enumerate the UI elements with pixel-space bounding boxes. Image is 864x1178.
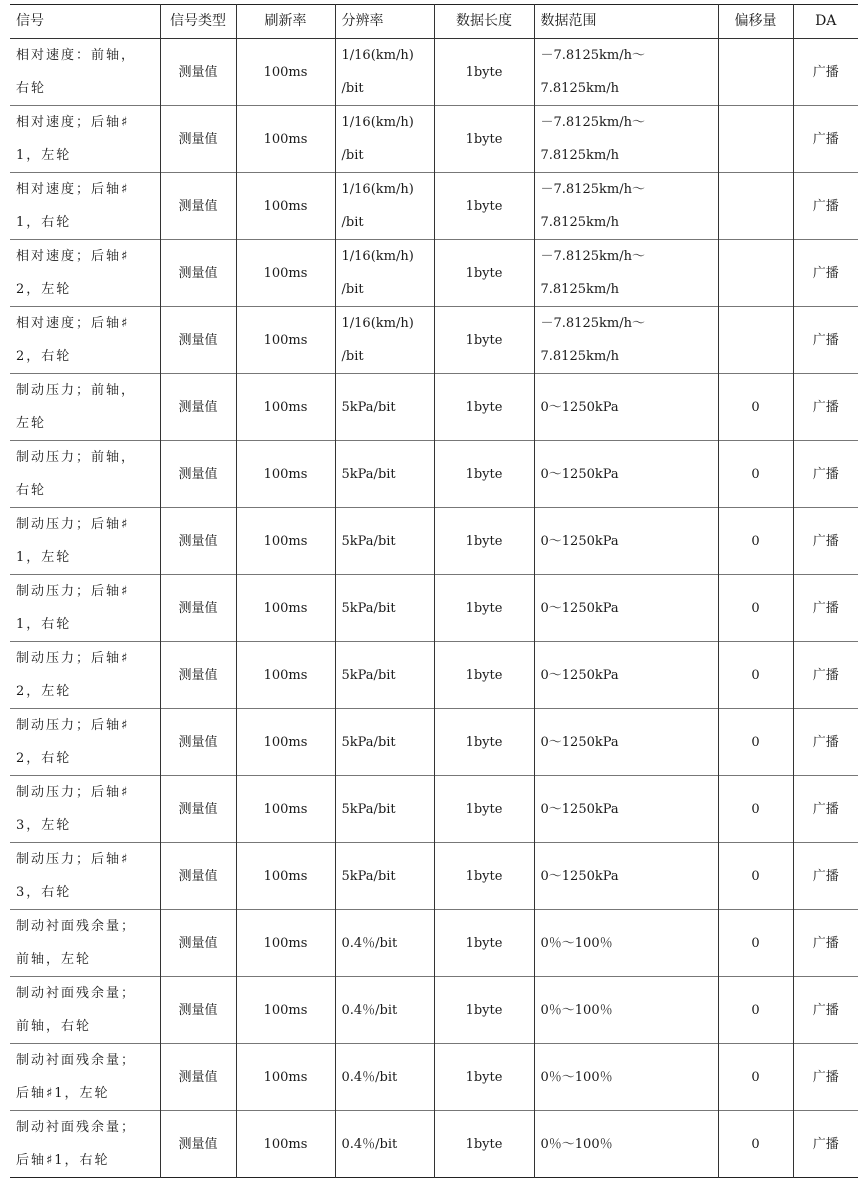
- header-resolution: 分辨率: [335, 5, 434, 39]
- cell-signal-line: 制动衬面残余量；: [16, 1120, 137, 1135]
- cell-signal-type: 测量值: [160, 843, 236, 910]
- table-row: [10, 374, 858, 441]
- cell-resolution: [335, 240, 434, 307]
- cell-signal-line: 前轴，右轮: [16, 1019, 92, 1034]
- cell-signal-line: 制动压力；前轴，: [16, 383, 137, 398]
- cell-offset: [718, 240, 793, 307]
- cell-signal-line: 相对速度；后轴♯: [16, 115, 130, 130]
- cell-resolution-line: /bit: [341, 81, 364, 96]
- cell-signal-line: 后轴♯1，右轮: [16, 1153, 110, 1168]
- header-row: [10, 5, 858, 39]
- cell-signal-line: 制动压力；后轴♯: [16, 584, 130, 599]
- cell-signal-line: 2，右轮: [16, 349, 72, 364]
- cell-resolution-line: 1/16(km/h): [341, 316, 414, 331]
- cell-resolution-line: 5kPa/bit: [341, 466, 396, 482]
- cell-data-range-line: 0～1250kPa: [540, 801, 619, 817]
- cell-data-length: 1byte: [434, 843, 534, 910]
- cell-data-range: [534, 173, 718, 240]
- cell-da: 广播: [793, 39, 858, 106]
- cell-signal-type: 测量值: [160, 508, 236, 575]
- cell-da: 广播: [793, 910, 858, 977]
- cell-data-range: [534, 977, 718, 1044]
- cell-resolution: [335, 106, 434, 173]
- header-signal-type: 信号类型: [160, 5, 236, 39]
- cell-signal-line: 前轴，左轮: [16, 952, 92, 967]
- cell-resolution-line: /bit: [341, 215, 364, 230]
- cell-data-length: 1byte: [434, 374, 534, 441]
- cell-resolution: [335, 1044, 434, 1111]
- cell-da: 广播: [793, 843, 858, 910]
- table-row: [10, 1044, 858, 1111]
- cell-data-range: [534, 575, 718, 642]
- cell-data-range: [534, 39, 718, 106]
- cell-resolution-line: 0.4％/bit: [341, 1069, 398, 1085]
- cell-signal-line: 左轮: [16, 416, 47, 431]
- cell-signal-type: 测量值: [160, 709, 236, 776]
- cell-offset: [718, 307, 793, 374]
- cell-refresh-rate: 100ms: [236, 106, 335, 173]
- cell-resolution-line: /bit: [341, 349, 364, 364]
- cell-signal-line: 3，右轮: [16, 885, 72, 900]
- cell-data-range: [534, 374, 718, 441]
- cell-offset: 0: [718, 642, 793, 709]
- cell-signal-line: 1，左轮: [16, 148, 72, 163]
- table-row: [10, 240, 858, 307]
- cell-data-length: 1byte: [434, 508, 534, 575]
- cell-refresh-rate: 100ms: [236, 1111, 335, 1178]
- cell-da: 广播: [793, 709, 858, 776]
- cell-data-range: [534, 441, 718, 508]
- cell-resolution: [335, 575, 434, 642]
- cell-refresh-rate: 100ms: [236, 508, 335, 575]
- cell-data-range-line: 7.8125km/h: [540, 81, 619, 96]
- cell-signal-line: 1，右轮: [16, 617, 72, 632]
- table-row: [10, 977, 858, 1044]
- cell-offset: 0: [718, 508, 793, 575]
- cell-offset: 0: [718, 441, 793, 508]
- cell-refresh-rate: 100ms: [236, 307, 335, 374]
- cell-signal: [10, 910, 160, 977]
- cell-da: 广播: [793, 374, 858, 441]
- cell-da: 广播: [793, 1111, 858, 1178]
- table-row: [10, 106, 858, 173]
- cell-data-range-line: 0～1250kPa: [540, 600, 619, 616]
- cell-data-range: [534, 240, 718, 307]
- cell-data-range-line: 7.8125km/h: [540, 148, 619, 163]
- table-body: [10, 39, 858, 1178]
- cell-data-length: 1byte: [434, 1044, 534, 1111]
- cell-signal-type: 测量值: [160, 1111, 236, 1178]
- cell-da: 广播: [793, 1044, 858, 1111]
- cell-data-range-line: 0～1250kPa: [540, 466, 619, 482]
- cell-signal: [10, 307, 160, 374]
- header-data-length: 数据长度: [434, 5, 534, 39]
- cell-resolution: [335, 709, 434, 776]
- cell-signal: [10, 240, 160, 307]
- cell-data-length: 1byte: [434, 1111, 534, 1178]
- cell-signal-line: 3，左轮: [16, 818, 72, 833]
- cell-resolution-line: 5kPa/bit: [341, 734, 396, 750]
- cell-signal: [10, 508, 160, 575]
- table-row: [10, 642, 858, 709]
- cell-signal: [10, 1044, 160, 1111]
- cell-offset: 0: [718, 709, 793, 776]
- cell-offset: 0: [718, 575, 793, 642]
- cell-data-range-line: －7.8125km/h～: [540, 316, 645, 331]
- cell-signal-line: 制动压力；后轴♯: [16, 785, 130, 800]
- cell-signal: [10, 709, 160, 776]
- cell-data-range: [534, 709, 718, 776]
- cell-resolution-line: 1/16(km/h): [341, 115, 414, 130]
- cell-signal-line: 2，右轮: [16, 751, 72, 766]
- cell-signal: [10, 39, 160, 106]
- cell-signal: [10, 977, 160, 1044]
- cell-signal: [10, 843, 160, 910]
- cell-signal-type: 测量值: [160, 441, 236, 508]
- cell-offset: 0: [718, 977, 793, 1044]
- cell-signal-line: 制动压力；后轴♯: [16, 718, 130, 733]
- cell-data-range-line: 7.8125km/h: [540, 282, 619, 297]
- cell-signal-type: 测量值: [160, 977, 236, 1044]
- cell-signal-line: 制动衬面残余量；: [16, 1053, 137, 1068]
- table-row: [10, 441, 858, 508]
- cell-signal: [10, 776, 160, 843]
- cell-resolution-line: 1/16(km/h): [341, 249, 414, 264]
- cell-data-length: 1byte: [434, 173, 534, 240]
- cell-data-range-line: －7.8125km/h～: [540, 48, 645, 63]
- cell-resolution: [335, 776, 434, 843]
- cell-resolution-line: 1/16(km/h): [341, 48, 414, 63]
- cell-resolution-line: 0.4％/bit: [341, 1136, 398, 1152]
- cell-resolution-line: /bit: [341, 148, 364, 163]
- table-row: [10, 910, 858, 977]
- cell-data-range: [534, 307, 718, 374]
- cell-da: 广播: [793, 106, 858, 173]
- cell-signal-type: 测量值: [160, 910, 236, 977]
- cell-resolution-line: 5kPa/bit: [341, 801, 396, 817]
- cell-data-range-line: 0～1250kPa: [540, 533, 619, 549]
- cell-refresh-rate: 100ms: [236, 39, 335, 106]
- signal-table: [10, 4, 858, 1178]
- cell-signal: [10, 441, 160, 508]
- table-row: [10, 307, 858, 374]
- cell-data-range-line: －7.8125km/h～: [540, 115, 645, 130]
- table-row: [10, 508, 858, 575]
- cell-offset: 0: [718, 1111, 793, 1178]
- cell-signal-line: 制动压力；后轴♯: [16, 651, 130, 666]
- cell-signal-line: 1，左轮: [16, 550, 72, 565]
- cell-resolution: [335, 977, 434, 1044]
- cell-resolution-line: 5kPa/bit: [341, 600, 396, 616]
- cell-offset: [718, 106, 793, 173]
- cell-resolution-line: 5kPa/bit: [341, 667, 396, 683]
- cell-data-length: 1byte: [434, 106, 534, 173]
- cell-refresh-rate: 100ms: [236, 843, 335, 910]
- cell-resolution-line: 1/16(km/h): [341, 182, 414, 197]
- cell-refresh-rate: 100ms: [236, 642, 335, 709]
- cell-signal: [10, 173, 160, 240]
- cell-signal-type: 测量值: [160, 642, 236, 709]
- table-row: [10, 173, 858, 240]
- cell-signal-type: 测量值: [160, 173, 236, 240]
- cell-refresh-rate: 100ms: [236, 240, 335, 307]
- cell-signal-line: 相对速度：前轴，: [16, 48, 137, 63]
- cell-data-range-line: 0％～100％: [540, 1069, 613, 1085]
- cell-signal-type: 测量值: [160, 575, 236, 642]
- cell-offset: [718, 39, 793, 106]
- cell-signal-type: 测量值: [160, 39, 236, 106]
- cell-data-range: [534, 1044, 718, 1111]
- cell-offset: 0: [718, 910, 793, 977]
- header-signal: 信号: [16, 13, 44, 29]
- cell-da: 广播: [793, 307, 858, 374]
- cell-data-range-line: 0～1250kPa: [540, 868, 619, 884]
- table-row: [10, 575, 858, 642]
- cell-refresh-rate: 100ms: [236, 441, 335, 508]
- cell-signal-line: 1，右轮: [16, 215, 72, 230]
- cell-data-range: [534, 910, 718, 977]
- cell-resolution: [335, 441, 434, 508]
- cell-signal-line: 相对速度；后轴♯: [16, 249, 130, 264]
- cell-signal-type: 测量值: [160, 1044, 236, 1111]
- cell-signal-type: 测量值: [160, 240, 236, 307]
- cell-data-range: [534, 106, 718, 173]
- cell-data-range-line: 0～1250kPa: [540, 734, 619, 750]
- cell-signal: [10, 575, 160, 642]
- cell-da: 广播: [793, 441, 858, 508]
- table-row: [10, 843, 858, 910]
- cell-resolution-line: 0.4％/bit: [341, 935, 398, 951]
- cell-data-length: 1byte: [434, 642, 534, 709]
- cell-signal-type: 测量值: [160, 374, 236, 441]
- cell-data-length: 1byte: [434, 575, 534, 642]
- cell-resolution-line: 5kPa/bit: [341, 399, 396, 415]
- header-da: DA: [793, 5, 858, 39]
- header-offset: 偏移量: [718, 5, 793, 39]
- cell-refresh-rate: 100ms: [236, 374, 335, 441]
- cell-da: 广播: [793, 240, 858, 307]
- cell-data-range-line: 7.8125km/h: [540, 215, 619, 230]
- cell-data-range: [534, 508, 718, 575]
- cell-offset: 0: [718, 776, 793, 843]
- table-row: [10, 39, 858, 106]
- cell-resolution: [335, 642, 434, 709]
- cell-offset: 0: [718, 374, 793, 441]
- cell-signal-line: 制动压力；后轴♯: [16, 852, 130, 867]
- cell-refresh-rate: 100ms: [236, 776, 335, 843]
- cell-signal-line: 制动压力；前轴，: [16, 450, 137, 465]
- cell-data-length: 1byte: [434, 307, 534, 374]
- cell-resolution: [335, 374, 434, 441]
- table-header: [10, 5, 858, 39]
- cell-da: 广播: [793, 642, 858, 709]
- cell-data-range-line: 0％～100％: [540, 1002, 613, 1018]
- cell-refresh-rate: 100ms: [236, 709, 335, 776]
- cell-signal: [10, 374, 160, 441]
- cell-offset: [718, 173, 793, 240]
- cell-signal-type: 测量值: [160, 307, 236, 374]
- cell-data-range-line: －7.8125km/h～: [540, 182, 645, 197]
- cell-resolution-line: 5kPa/bit: [341, 533, 396, 549]
- cell-data-range: [534, 642, 718, 709]
- cell-signal-line: 相对速度；后轴♯: [16, 316, 130, 331]
- cell-signal-type: 测量值: [160, 106, 236, 173]
- cell-da: 广播: [793, 977, 858, 1044]
- cell-data-length: 1byte: [434, 776, 534, 843]
- header-refresh-rate: 刷新率: [236, 5, 335, 39]
- cell-resolution-line: 0.4％/bit: [341, 1002, 398, 1018]
- cell-data-length: 1byte: [434, 977, 534, 1044]
- cell-data-range: [534, 843, 718, 910]
- cell-data-range-line: 0％～100％: [540, 935, 613, 951]
- cell-da: 广播: [793, 575, 858, 642]
- cell-da: 广播: [793, 173, 858, 240]
- cell-data-range-line: 0～1250kPa: [540, 399, 619, 415]
- cell-signal-line: 右轮: [16, 81, 47, 96]
- cell-data-length: 1byte: [434, 39, 534, 106]
- cell-resolution: [335, 843, 434, 910]
- cell-resolution: [335, 307, 434, 374]
- cell-resolution: [335, 508, 434, 575]
- cell-signal: [10, 642, 160, 709]
- cell-resolution: [335, 910, 434, 977]
- cell-signal-type: 测量值: [160, 776, 236, 843]
- cell-data-range-line: －7.8125km/h～: [540, 249, 645, 264]
- cell-offset: 0: [718, 1044, 793, 1111]
- cell-data-range-line: 0～1250kPa: [540, 667, 619, 683]
- cell-signal-line: 制动衬面残余量；: [16, 919, 137, 934]
- cell-resolution: [335, 173, 434, 240]
- cell-da: 广播: [793, 776, 858, 843]
- cell-signal-line: 2，左轮: [16, 282, 72, 297]
- cell-da: 广播: [793, 508, 858, 575]
- cell-signal-line: 相对速度；后轴♯: [16, 182, 130, 197]
- cell-data-length: 1byte: [434, 240, 534, 307]
- cell-refresh-rate: 100ms: [236, 575, 335, 642]
- cell-refresh-rate: 100ms: [236, 1044, 335, 1111]
- cell-data-length: 1byte: [434, 441, 534, 508]
- cell-resolution-line: /bit: [341, 282, 364, 297]
- cell-refresh-rate: 100ms: [236, 173, 335, 240]
- cell-data-length: 1byte: [434, 910, 534, 977]
- cell-signal-line: 后轴♯1，左轮: [16, 1086, 110, 1101]
- cell-refresh-rate: 100ms: [236, 977, 335, 1044]
- table-row: [10, 709, 858, 776]
- header-data-range: 数据范围: [534, 5, 718, 39]
- cell-signal-line: 2，左轮: [16, 684, 72, 699]
- cell-resolution-line: 5kPa/bit: [341, 868, 396, 884]
- cell-resolution: [335, 39, 434, 106]
- cell-data-range-line: 7.8125km/h: [540, 349, 619, 364]
- cell-signal-line: 右轮: [16, 483, 47, 498]
- cell-signal-line: 制动衬面残余量；: [16, 986, 137, 1001]
- cell-data-range-line: 0％～100％: [540, 1136, 613, 1152]
- cell-signal-line: 制动压力；后轴♯: [16, 517, 130, 532]
- cell-refresh-rate: 100ms: [236, 910, 335, 977]
- table-row: [10, 776, 858, 843]
- cell-signal: [10, 106, 160, 173]
- cell-data-range: [534, 776, 718, 843]
- cell-data-length: 1byte: [434, 709, 534, 776]
- cell-offset: 0: [718, 843, 793, 910]
